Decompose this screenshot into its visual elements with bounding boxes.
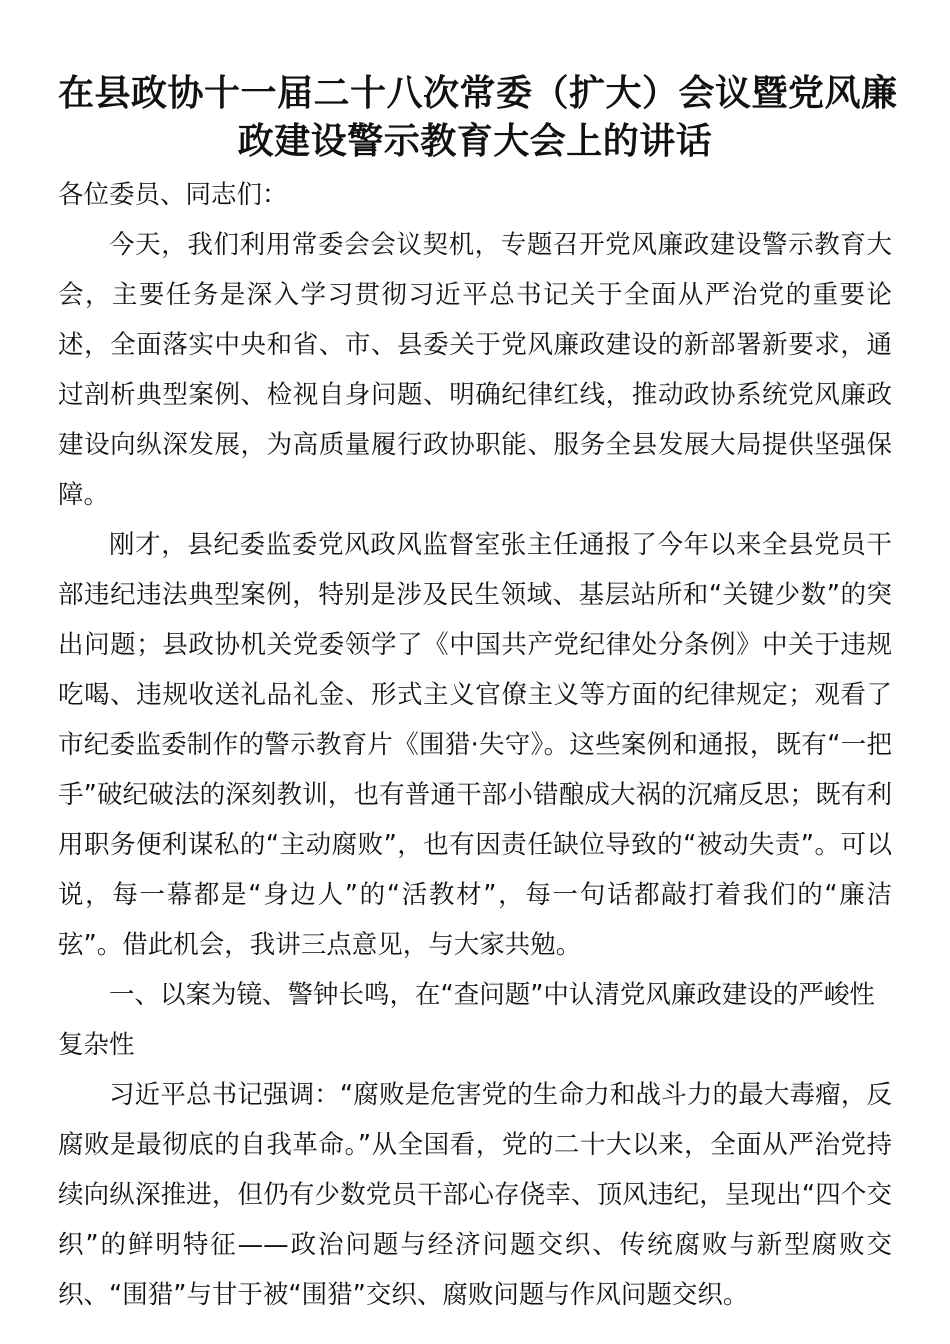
paragraph-cases: 刚才，县纪委监委党风政风监督室张主任通报了今年以来全县党员干部违纪违法典型案例，特别是涉及民生领域、基层站所和“关键少数”的突出问题；县政协机关党委领学了《中国共产党纪律处分条例》中关于违规吃喝、违规收送礼品礼金、形式主义官僚主义等方面的纪律规定；观看了市纪委监委制作的警示教育片《围猎·失守》。这些案例和通报，既有“一把手”破纪破法的深刻教训，也有普通干部小错酿成大祸的沉痛反思；既有利用职务便利谋私的“主动腐败”，也有因责任缺位导致的“被动失责”。可以说，每一幕都是“身边人”的“活教材”，每一句话都敲打着我们的“廉洁弦”。借此机会，我讲三点意见，与大家共勉。 [58,530,892,960]
paragraph-intro: 今天，我们利用常委会会议契机，专题召开党风廉政建设警示教育大会，主要任务是深入学习贯彻习近平总书记关于全面从严治党的重要论述，全面落实中央和省、市、县委关于党风廉政建设的新部署新要求，通过剖析典型案例、检视自身问题、明确纪律红线，推动政协系统党风廉政建设向纵深发展，为高质量履行政协职能、服务全县发展大局提供坚强保障。 [58,230,892,510]
paragraph-quote: 习近平总书记强调：“腐败是危害党的生命力和战斗力的最大毒瘤，反腐败是最彻底的自我革命。”从全国看，党的二十大以来，全面从严治党持续向纵深推进，但仍有少数党员干部心存侥幸、顶风违纪，呈现出“四个交织”的鲜明特征——政治问题与经济问题交织、传统腐败与新型腐败交织、“围猎”与甘于被“围猎”交织、腐败问题与作风问题交织。 [58,1080,892,1310]
document-title [58,70,898,166]
salutation: 各位委员、同志们： [58,180,288,210]
section-heading-1: 一、以案为镜、警钟长鸣，在“查问题”中认清党风廉政建设的严峻性复杂性 [58,980,875,1060]
title-line-1: 在县政协十一届二十八次常委（扩大）会议暨党风廉 [58,73,898,114]
document-page [58,70,898,1320]
title-line-2: 政建设警示教育大会上的讲话 [237,121,713,162]
